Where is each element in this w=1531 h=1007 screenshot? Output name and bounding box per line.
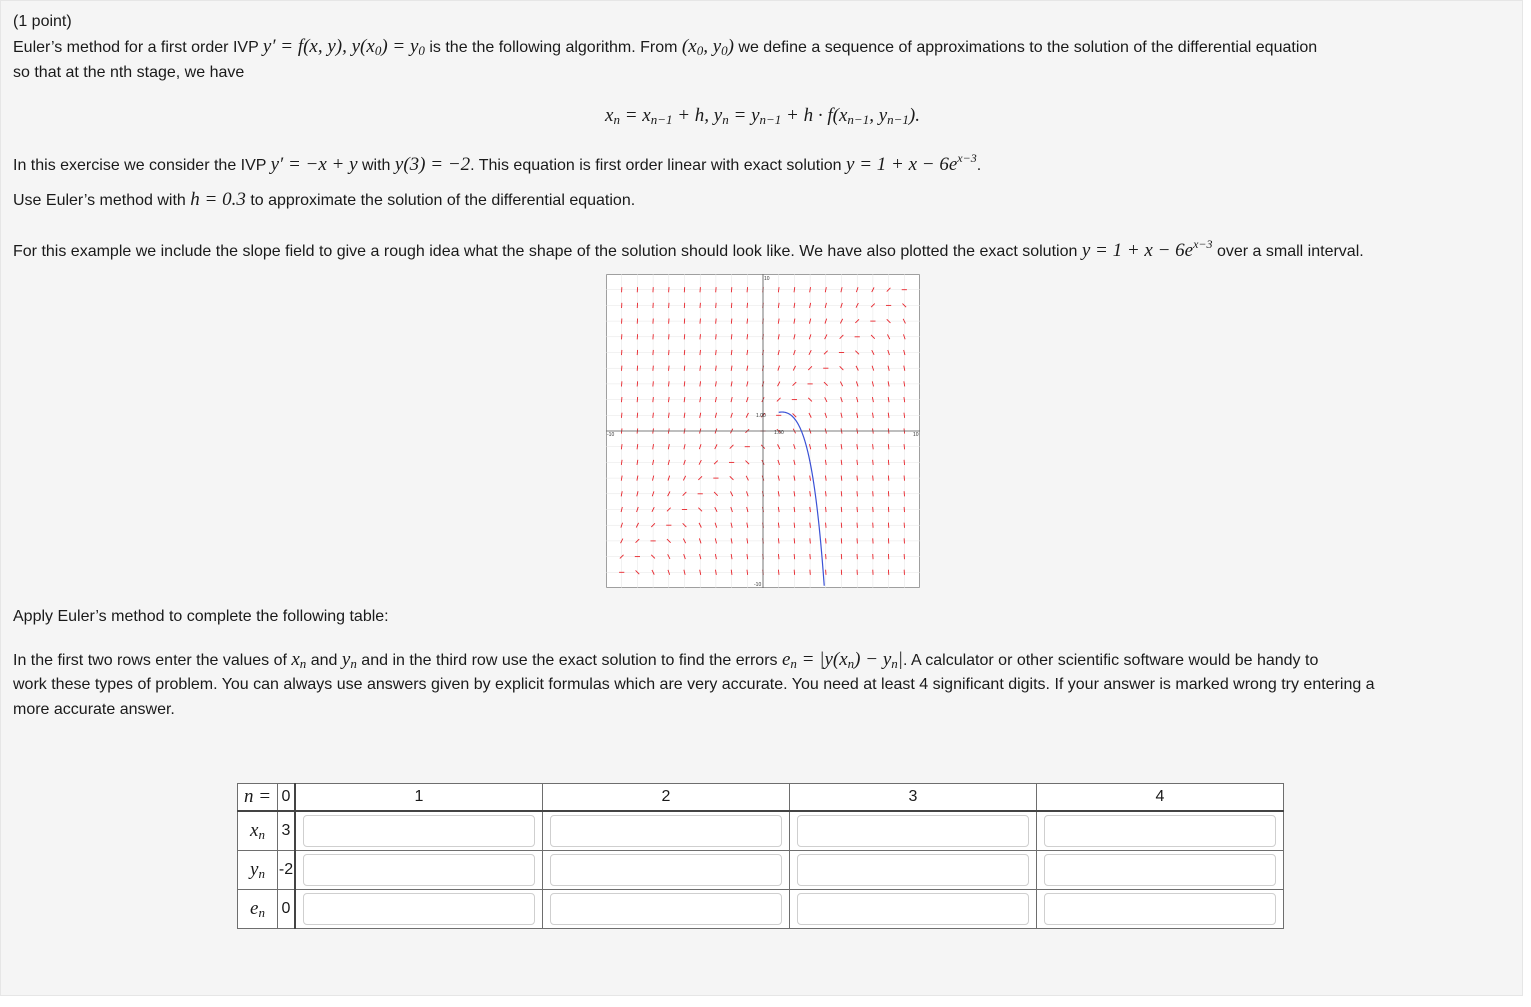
header-n-1: 1 [295,784,543,812]
slope-segment [669,381,670,386]
slope-segment [747,303,748,308]
xn-4-input[interactable] [1044,815,1276,847]
row-label-en: $e_n$ [238,890,278,929]
y-min-label: -10 [754,582,762,588]
x-min-label: -10 [607,432,615,438]
exercise-line: In this exercise we consider the IVP y′ = −x + y with y(3) = −2. This equation is first order linear with exact solution $y = 1 + x - 6e^{x-3}$. [13,151,982,175]
slope-segment [904,413,905,418]
slope-segment [826,507,827,512]
yn-initial: -2 [278,851,296,890]
slope-segment [621,413,622,418]
yn-1-input[interactable] [303,854,535,886]
table-header-row [238,784,1284,812]
row-label-xn: $x_n$ [238,811,278,851]
header-n-2: 2 [543,784,790,812]
slope-segment [825,491,826,496]
points-label: (1 point) [13,13,72,30]
slope-segment [810,507,811,512]
slope-segment [700,366,701,371]
ode-math: y′ = −x + y [270,154,358,175]
slope-segment [810,538,811,543]
header-n-0: 0 [278,784,296,812]
yn-2-input[interactable] [550,854,782,886]
row-label-yn: $y_n$ [238,851,278,890]
en-initial: 0 [278,890,296,929]
y-max-label: 10 [764,276,770,282]
slope-segment [700,350,701,355]
intro-line-1: Euler’s method for a first order IVP y′ = f(x, y), $y(x_0) = y_0$ is the the following algorithm. From ($x_0$, $y_0$) we define a sequence of approximations to the solution of the differential equation [13,36,1318,58]
slope-segment [668,397,669,402]
slope-segment [794,538,795,543]
slope-line: For this example we include the slope field to give a rough idea what the shape of the solution should look like. We have also plotted the exact solution $y = 1 + x - 6e^{x-3}$ over a small interval. [13,237,1364,261]
slope-segment [684,381,685,386]
y-tick-label: 1.00 [756,413,766,419]
slope-segment [731,303,732,308]
step-size-math: h = 0.3 [190,189,246,210]
intro-line-2: so that at the nth stage, we have [13,64,245,81]
table-row-xn [238,811,1284,851]
slope-segment [810,523,811,528]
slope-segment [653,381,654,386]
en-3-input[interactable] [797,893,1029,925]
slope-segment [716,319,717,324]
error-formula-math: $e_n = |y(x_n) - y_n|$ [781,649,903,671]
slope-segment [857,476,858,481]
apply-line: Apply Euler’s method to complete the following table: [13,608,389,625]
slope-segment [841,507,842,512]
slope-segment [888,444,889,449]
slope-segment [873,460,874,465]
slope-segment [684,366,685,371]
yn-3-input[interactable] [797,854,1029,886]
slope-segment [716,350,717,355]
slope-segment [669,366,670,371]
instructions-line-2: work these types of problem. You can always use answers given by explicit formulas which are very accurate. You need at least 4 significant digits. If your answer is marked wrong try entering a [13,676,1375,693]
slope-segment [778,287,779,292]
x-tick-label: 1.00 [774,430,784,436]
slope-segment [621,444,622,449]
yn-4-input[interactable] [1044,854,1276,886]
en-4-input[interactable] [1044,893,1276,925]
ic-math: y(3) = −2 [394,154,471,175]
slope-segment [794,554,795,559]
initial-point-math: ($x_0$, $y_0$) [681,36,734,58]
slope-segment [826,523,827,528]
slope-segment [700,334,701,339]
use-line: Use Euler’s method with h = 0.3 to approximate the solution of the differential equation. [13,189,636,210]
table-row-yn [238,851,1284,890]
exact-solution-math: $y = 1 + x - 6e^{x-3}$ [846,151,977,175]
slope-segment [747,287,748,292]
euler-formula: $x_n = x_{n-1} + h$, $y_n = y_{n-1} + h \cdot f(x_{n-1}$, $y_{n-1}$). [605,105,920,127]
slope-segment [873,444,874,449]
slope-segment [637,397,638,402]
slope-segment [653,397,654,402]
slope-segment [841,476,842,481]
slope-segment [637,413,638,418]
header-n-3: 3 [790,784,1037,812]
slope-segment [857,460,858,465]
x-max-label: 10 [913,432,919,438]
slope-field-plot [606,274,920,588]
slope-segment [778,554,779,559]
table-row-en [238,890,1284,929]
en-2-input[interactable] [550,893,782,925]
xn-initial: 3 [278,811,296,851]
slope-segment [857,491,858,496]
slope-segment [778,570,779,575]
slope-segment [653,413,654,418]
xn-2-input[interactable] [550,815,782,847]
header-n-4: 4 [1037,784,1284,812]
slope-field-svg [606,274,920,588]
slope-segment [778,538,779,543]
slope-segment [904,444,905,449]
n-label: n = [238,784,278,812]
euler-table [237,783,1284,929]
slope-segment [716,334,717,339]
slope-segment [841,491,842,496]
slope-segment [794,523,795,528]
instructions-line-3: more accurate answer. [13,701,175,718]
slope-segment [747,319,748,324]
slope-segment [731,334,732,339]
slope-segment [747,570,748,575]
slope-segment [888,460,889,465]
exact-solution-math-2: $y = 1 + x - 6e^{x-3}$ [1081,237,1213,261]
instructions-line-1: In the first two rows enter the values of $x_n$ and $y_n$ and in the third row use the exact solution to find the errors $e_n = |y(x_n) - y_n|$. A calculator or other scientific software would be handy to [13,649,1319,671]
en-1-input[interactable] [303,893,535,925]
slope-segment [731,319,732,324]
xn-1-input[interactable] [303,815,535,847]
slope-segment [684,350,685,355]
ivp-math: y′ = f(x, y), $y(x_0) = y_0$ [262,36,425,58]
xn-3-input[interactable] [797,815,1029,847]
slope-segment [873,476,874,481]
